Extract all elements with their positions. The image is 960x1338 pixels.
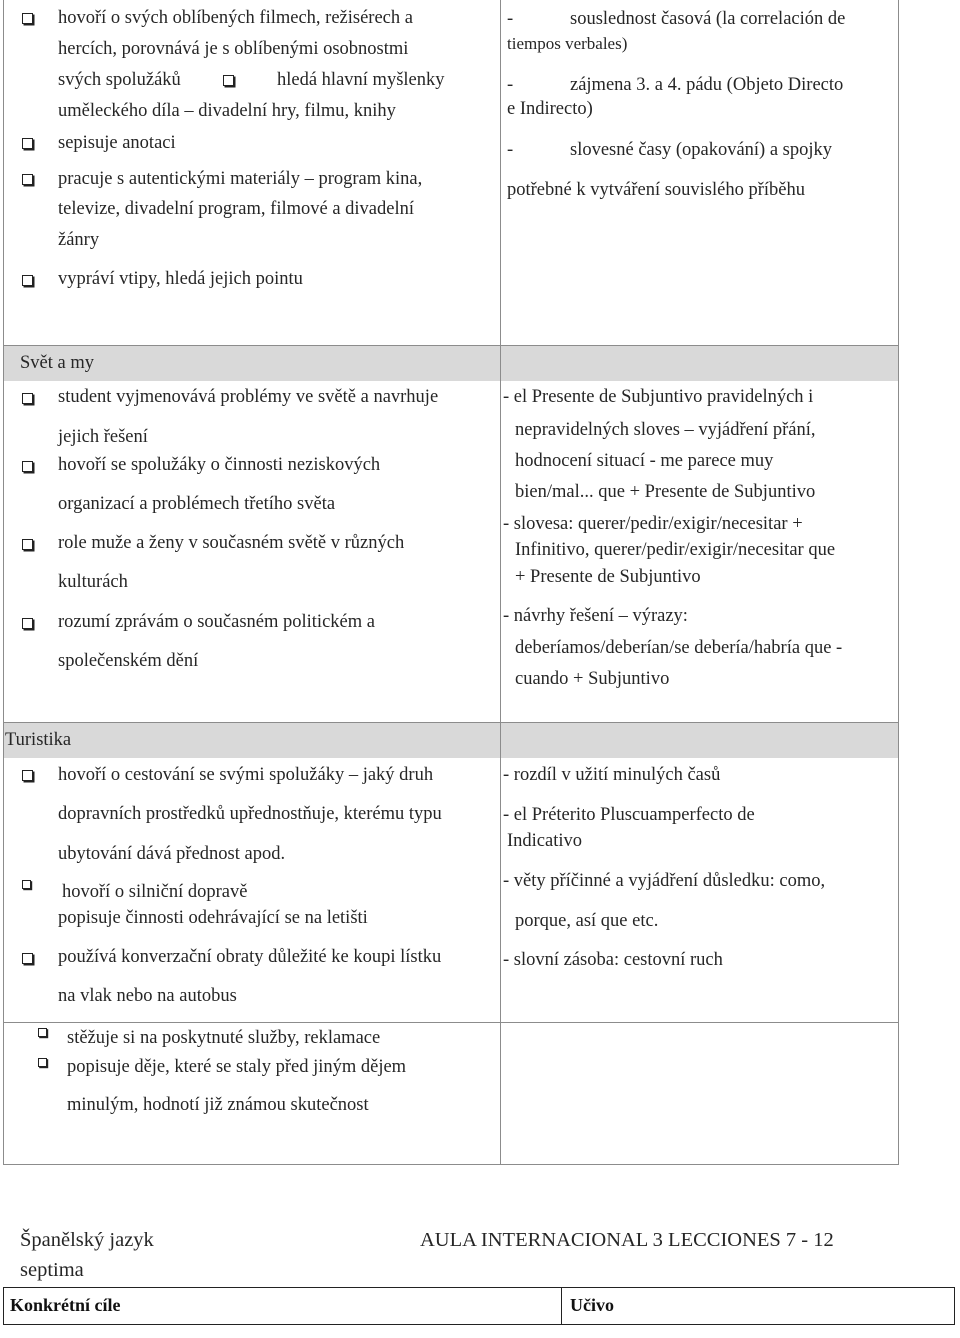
content-text: - rozdíl v užití minulých časů: [503, 765, 721, 785]
goal-text: hovoří o silniční dopravě: [62, 882, 248, 902]
content-dash: -: [507, 9, 514, 29]
goal-text: společenském dění: [58, 651, 199, 671]
header-border-right: [954, 1287, 955, 1325]
checkbox-bullet-icon: [22, 275, 33, 286]
content-text: Indicativo: [507, 831, 583, 851]
content-text: - slovní zásoba: cestovní ruch: [503, 950, 723, 970]
goal-text: svých spolužáků: [58, 70, 181, 90]
checkbox-bullet-icon: [22, 953, 33, 964]
goal-text: používá konverzační obraty důležité ke koupi lístku: [58, 947, 442, 967]
header-border-bottom: [3, 1324, 955, 1325]
content-text: souslednost časová (la correlación de: [570, 9, 846, 29]
goal-text: pracuje s autentickými materiály – program kina,: [58, 169, 423, 189]
content-text: nepravidelných sloves – vyjádření přání,: [515, 420, 816, 440]
header-divider: [561, 1287, 562, 1325]
heading-band-svet-right: [501, 346, 898, 381]
column-header-goals: Konkrétní cíle: [10, 1295, 121, 1315]
column-header-content: Učivo: [570, 1295, 614, 1315]
checkbox-bullet-icon: [38, 1028, 47, 1037]
heading-band-turistika: [4, 723, 500, 758]
heading-band-turistika-right: [501, 723, 898, 758]
goal-text: kulturách: [58, 572, 128, 592]
subject-title: Španělský jazyk: [20, 1229, 154, 1251]
checkbox-bullet-icon: [22, 13, 33, 24]
goal-text: jejich řešení: [58, 427, 148, 447]
table-border-bottom: [3, 1164, 899, 1165]
goal-text: hovoří o cestování se svými spolužáky – jaký druh: [58, 765, 434, 785]
row-divider: [3, 1022, 899, 1023]
column-divider: [500, 0, 501, 1165]
goal-text: popisuje činnosti odehrávající se na letišti: [58, 908, 368, 928]
goal-text: student vyjmenovává problémy ve světě a navrhuje: [58, 387, 439, 407]
checkbox-bullet-icon: [22, 770, 33, 781]
goal-text: minulým, hodnotí již známou skutečnost: [67, 1095, 369, 1115]
content-text: potřebné k vytváření souvislého příběhu: [507, 180, 805, 200]
content-dash: -: [507, 140, 514, 160]
checkbox-bullet-icon: [22, 138, 33, 149]
checkbox-bullet-icon: [22, 618, 33, 629]
goal-text: sepisuje anotaci: [58, 133, 176, 153]
content-text: bien/mal... que + Presente de Subjuntivo: [515, 482, 816, 502]
content-text: hodnocení situací - me parece muy: [515, 451, 774, 471]
goal-text: role muže a ženy v současném světě v různých: [58, 533, 405, 553]
goal-text: televize, divadelní program, filmové a divadelní: [58, 199, 414, 219]
header-border-top: [3, 1287, 955, 1288]
table-border-left: [3, 0, 4, 1165]
content-text: slovesné časy (opakování) a spojky: [570, 140, 833, 160]
textbook-title: AULA INTERNACIONAL 3 LECCIONES 7 - 12: [420, 1229, 834, 1251]
content-text: + Presente de Subjuntivo: [515, 567, 701, 587]
goal-text: žánry: [58, 230, 100, 250]
goal-text: ubytování dává přednost apod.: [58, 844, 286, 864]
goal-text: uměleckého díla – divadelní hry, filmu, knihy: [58, 101, 396, 121]
goal-text: na vlak nebo na autobus: [58, 986, 237, 1006]
grade-label: septima: [20, 1259, 84, 1281]
content-text: e Indirecto): [507, 99, 593, 119]
checkbox-bullet-icon: [22, 393, 33, 404]
goal-text: stěžuje si na poskytnuté služby, reklamace: [67, 1028, 381, 1048]
checkbox-bullet-icon: [38, 1058, 47, 1067]
content-text: - el Presente de Subjuntivo pravidelných i: [503, 387, 814, 407]
content-text: - slovesa: querer/pedir/exigir/necesitar +: [503, 514, 803, 534]
goal-text: organizací a problémech třetího světa: [58, 494, 336, 514]
goal-text: hercích, porovnává je s oblíbenými osobnostmi: [58, 39, 409, 59]
checkbox-bullet-icon: [22, 539, 33, 550]
checkbox-bullet-icon: [22, 880, 31, 889]
content-dash: -: [507, 75, 514, 95]
content-text: - el Préterito Pluscuamperfecto de: [503, 805, 755, 825]
section-heading-turistika: Turistika: [5, 730, 72, 750]
goal-text: hledá hlavní myšlenky: [277, 70, 445, 90]
content-text: Infinitivo, querer/pedir/exigir/necesitar que: [515, 540, 836, 560]
goal-text: vypráví vtipy, hledá jejich pointu: [58, 269, 303, 289]
section-heading-svet: Svět a my: [20, 353, 94, 373]
goal-text: hovoří se spolužáky o činnosti neziskových: [58, 455, 381, 475]
content-text: - návrhy řešení – výrazy:: [503, 606, 688, 626]
content-text: cuando + Subjuntivo: [515, 669, 670, 689]
header-border-left: [3, 1287, 4, 1325]
checkbox-bullet-icon: [22, 461, 33, 472]
goal-text: popisuje děje, které se staly před jiným dějem: [67, 1057, 407, 1077]
content-text: porque, así que etc.: [515, 911, 659, 931]
goal-text: rozumí zprávám o současném politickém a: [58, 612, 375, 632]
goal-text: dopravních prostředků upřednostňuje, kterému typu: [58, 804, 442, 824]
goal-text: hovoří o svých oblíbených filmech, režisérech a: [58, 8, 413, 28]
table-border-right: [898, 0, 899, 1165]
content-text: tiempos verbales): [507, 34, 628, 53]
content-text: - věty příčinné a vyjádření důsledku: como,: [503, 871, 826, 891]
checkbox-bullet-icon: [223, 75, 234, 86]
content-text: deberíamos/deberían/se debería/habría que -: [515, 638, 843, 658]
content-text: zájmena 3. a 4. pádu (Objeto Directo: [570, 75, 844, 95]
checkbox-bullet-icon: [22, 174, 33, 185]
